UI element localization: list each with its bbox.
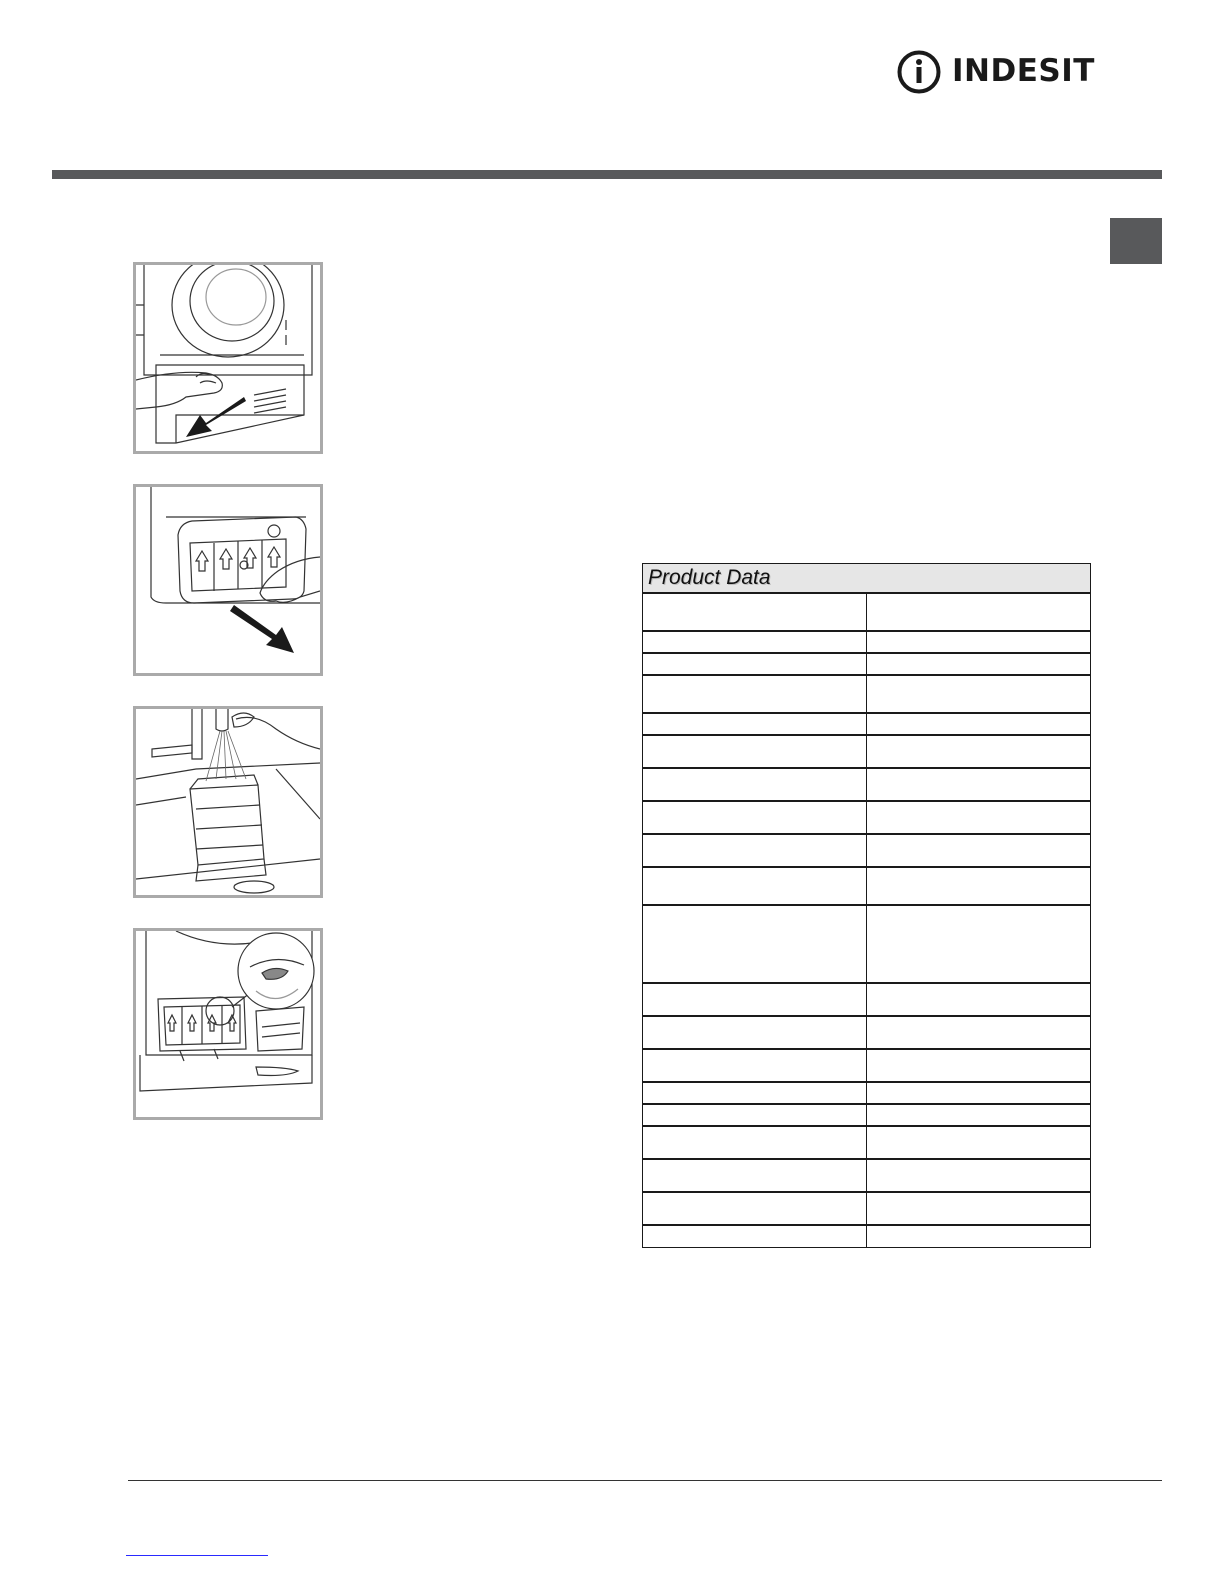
- table-cell: [643, 1159, 867, 1192]
- table-cell: [643, 834, 867, 867]
- figure-open-panel: [133, 262, 323, 454]
- footer-link-underline[interactable]: [126, 1555, 268, 1556]
- table-cell: [867, 1126, 1091, 1159]
- table-cell: [867, 593, 1091, 631]
- table-cell: [643, 1225, 867, 1247]
- table-cell: [643, 983, 867, 1016]
- figure-rinse-condenser: [133, 706, 323, 898]
- table-cell: [867, 675, 1091, 713]
- table-cell: [867, 1104, 1091, 1126]
- table-cell: [867, 1225, 1091, 1247]
- rinse-condenser-illustration: [136, 709, 320, 895]
- table-cell: [867, 1159, 1091, 1192]
- table-cell: [643, 1016, 867, 1049]
- table-cell: [867, 834, 1091, 867]
- table-cell: [867, 735, 1091, 768]
- table-cell: [643, 1082, 867, 1104]
- table-cell: [867, 1192, 1091, 1225]
- pull-out-panel-illustration: [136, 265, 320, 451]
- table-cell: [643, 1049, 867, 1082]
- table-cell: [867, 867, 1091, 905]
- figure-refit-condenser: [133, 928, 323, 1120]
- table-cell: [867, 653, 1091, 675]
- table-cell: [643, 1126, 867, 1159]
- figure-remove-condenser: [133, 484, 323, 676]
- table-cell: [643, 593, 867, 631]
- product-data-title: Product Data: [643, 564, 1091, 594]
- product-data-table: [642, 563, 1091, 1248]
- table-cell: [643, 713, 867, 735]
- table-cell: [867, 631, 1091, 653]
- table-cell: [643, 631, 867, 653]
- brand-wordmark: INDESIT: [952, 53, 1095, 89]
- indesit-circle-i-icon: [896, 48, 948, 96]
- remove-condenser-illustration: [136, 487, 320, 673]
- table-cell: [643, 801, 867, 834]
- brand-logo: [896, 48, 1095, 96]
- header-rule: [52, 170, 1162, 179]
- language-tab-marker: [1110, 218, 1162, 264]
- table-cell: [867, 713, 1091, 735]
- footer-rule: [128, 1480, 1162, 1481]
- table-cell: [867, 905, 1091, 983]
- refit-condenser-illustration: [136, 931, 320, 1117]
- table-cell: [643, 867, 867, 905]
- table-cell: [867, 983, 1091, 1016]
- table-cell: [867, 1016, 1091, 1049]
- table-cell: [867, 768, 1091, 801]
- table-cell: [867, 801, 1091, 834]
- table-cell: [643, 675, 867, 713]
- table-cell: [867, 1049, 1091, 1082]
- table-cell: [643, 905, 867, 983]
- table-cell: [643, 1192, 867, 1225]
- table-cell: [643, 1104, 867, 1126]
- table-cell: [643, 735, 867, 768]
- table-cell: [643, 653, 867, 675]
- table-cell: [867, 1082, 1091, 1104]
- table-cell: [643, 768, 867, 801]
